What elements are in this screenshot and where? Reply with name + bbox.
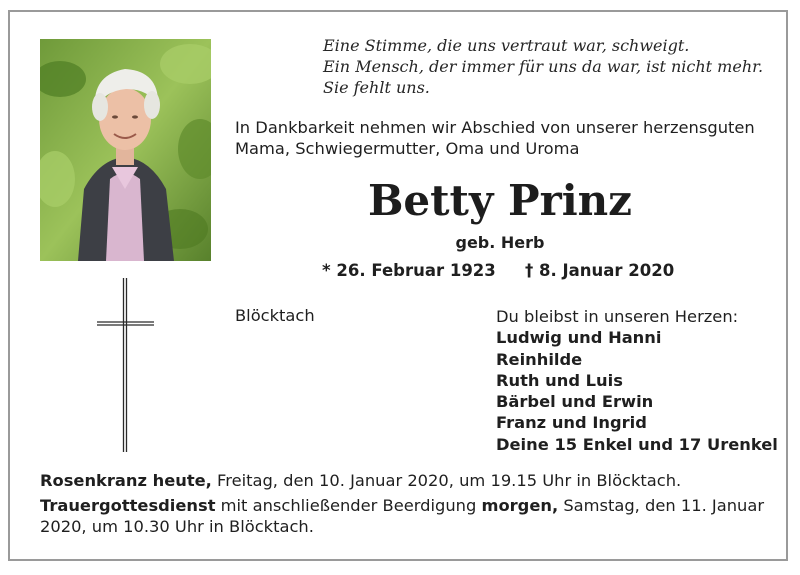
- mourner-name: Ruth und Luis: [496, 370, 623, 390]
- service-info: [40, 470, 775, 541]
- poem-line: Ein Mensch, der immer für uns da war, ist nicht mehr.: [323, 57, 764, 76]
- farewell-intro: [235, 117, 775, 159]
- mass-date-details: Samstag, den 11. Januar 2020, um 10.30 Uhr in Blöcktach.: [40, 496, 765, 536]
- mourner-name: Deine 15 Enkel und 17 Urenkel: [496, 434, 778, 454]
- deceased-name: Betty Prinz: [367, 176, 633, 225]
- rosary-info: [40, 470, 775, 491]
- mourner-name: Franz und Ingrid: [496, 413, 647, 433]
- rosary-label: Rosenkranz heute,: [40, 471, 212, 490]
- intro-line: In Dankbarkeit nehmen wir Abschied von unserer herzensguten: [235, 118, 755, 137]
- funeral-mass-info: [40, 495, 775, 537]
- memorial-poem: [323, 35, 763, 98]
- mourners-list: [496, 306, 778, 455]
- mourner-name: Bärbel und Erwin: [496, 392, 654, 412]
- mass-details: mit anschließender Beerdigung: [215, 496, 482, 515]
- death-date: † 8. Januar 2020: [525, 261, 675, 280]
- maiden-name: geb. Herb: [455, 233, 545, 252]
- poem-line: Eine Stimme, die uns vertraut war, schweigt.: [323, 36, 690, 55]
- poem-line: Sie fehlt uns.: [323, 78, 430, 97]
- mourners-heading: Du bleibst in unseren Herzen:: [496, 307, 739, 326]
- mass-day-label: morgen,: [481, 496, 559, 515]
- mourner-name: Ludwig und Hanni: [496, 328, 662, 348]
- residence-place: Blöcktach: [235, 306, 315, 325]
- portrait-photo: [40, 39, 211, 261]
- mourner-name: Reinhilde: [496, 349, 583, 369]
- mass-label: Trauergottesdienst: [40, 496, 216, 515]
- cross-icon: [96, 277, 156, 453]
- birth-date: * 26. Februar 1923: [322, 261, 496, 280]
- rosary-details: Freitag, den 10. Januar 2020, um 19.15 Uhr in Blöcktach.: [211, 471, 682, 490]
- intro-line: Mama, Schwiegermutter, Oma und Uroma: [235, 139, 580, 158]
